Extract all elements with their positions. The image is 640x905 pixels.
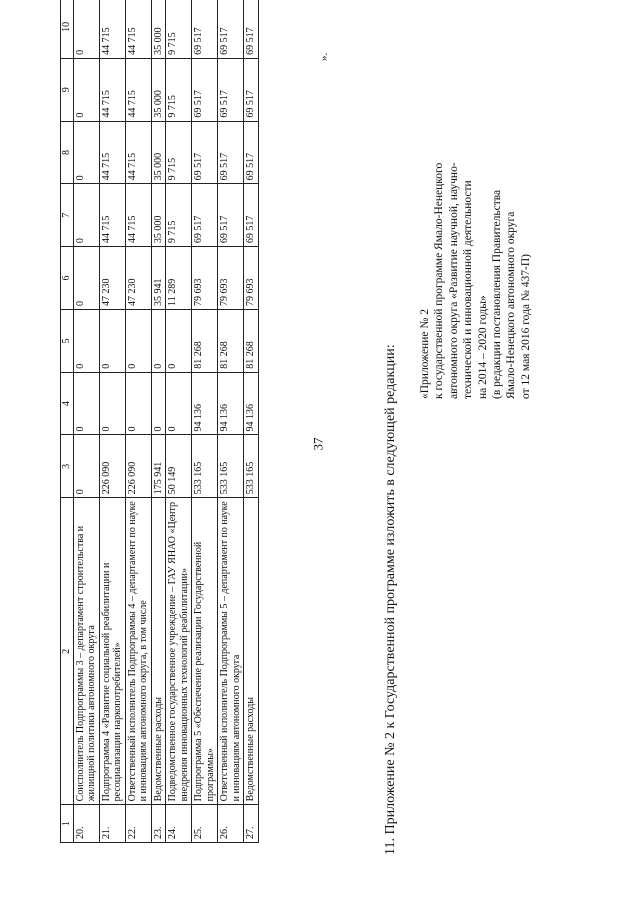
- value-cell: 0: [73, 372, 99, 435]
- value-cell: 0: [73, 435, 99, 498]
- value-cell: 0: [73, 184, 99, 247]
- value-cell: 0: [125, 309, 151, 372]
- value-cell: 94 136: [218, 372, 244, 435]
- row-number: 27.: [244, 805, 259, 843]
- value-cell: 533 165: [244, 435, 259, 498]
- appendix-line: технической и инновационной деятельности: [462, 180, 475, 399]
- value-cell: 0: [125, 372, 151, 435]
- table-row: [99, 0, 125, 843]
- value-cell: 69 517: [218, 0, 244, 58]
- row-name: Ведомственные расходы: [244, 498, 259, 805]
- value-cell: 79 693: [192, 247, 218, 310]
- value-cell: 11 289: [166, 247, 192, 310]
- value-cell: 533 165: [218, 435, 244, 498]
- value-cell: 94 136: [244, 372, 259, 435]
- value-cell: 35 000: [151, 121, 166, 184]
- row-name: Ответственный исполнитель Подпрограммы 4 – департамент по науке и инновациям автономного округа, в том числе: [125, 498, 151, 805]
- value-cell: 0: [151, 309, 166, 372]
- value-cell: 35 941: [151, 247, 166, 310]
- value-cell: 47 230: [125, 247, 151, 310]
- row-number: 20.: [73, 805, 99, 843]
- row-name: Ответственный исполнитель Подпрограммы 5 – департамент по науке и инновациям автономного округа: [218, 498, 244, 805]
- value-cell: 69 517: [244, 58, 259, 121]
- row-name: Подпрограмма 4 «Развитие социальной реабилитации и ресоциализации наркопотребителей»: [99, 498, 125, 805]
- row-number: 25.: [192, 805, 218, 843]
- column-header: 1: [61, 805, 74, 843]
- column-header: 6: [61, 247, 74, 310]
- appendix-heading: [418, 39, 533, 399]
- value-cell: 0: [99, 372, 125, 435]
- column-header: 10: [61, 0, 74, 58]
- table-header-row: [61, 0, 74, 843]
- value-cell: 175 941: [151, 435, 166, 498]
- row-number: 22.: [125, 805, 151, 843]
- value-cell: 9 715: [166, 121, 192, 184]
- value-cell: 0: [73, 121, 99, 184]
- value-cell: 79 693: [244, 247, 259, 310]
- value-cell: 81 268: [218, 309, 244, 372]
- row-number: 26.: [218, 805, 244, 843]
- value-cell: 9 715: [166, 184, 192, 247]
- value-cell: 69 517: [244, 121, 259, 184]
- value-cell: 44 715: [125, 121, 151, 184]
- value-cell: 69 517: [192, 184, 218, 247]
- value-cell: 47 230: [99, 247, 125, 310]
- value-cell: 50 149: [166, 435, 192, 498]
- value-cell: 69 517: [244, 184, 259, 247]
- value-cell: 0: [166, 309, 192, 372]
- appendix-line: Ямало-Ненецкого автономного округа: [505, 211, 518, 399]
- value-cell: 0: [73, 0, 99, 58]
- value-cell: 69 517: [218, 184, 244, 247]
- value-cell: 81 268: [244, 309, 259, 372]
- value-cell: 44 715: [99, 184, 125, 247]
- value-cell: 0: [151, 372, 166, 435]
- value-cell: 35 000: [151, 58, 166, 121]
- row-number: 24.: [166, 805, 192, 843]
- row-name: Подпрограмма 5 «Обеспечение реализации Государственной программы»: [192, 498, 218, 805]
- column-header: 5: [61, 309, 74, 372]
- closing-quote: ».: [318, 52, 330, 61]
- value-cell: 533 165: [192, 435, 218, 498]
- row-name: Ведомственные расходы: [151, 498, 166, 805]
- value-cell: 226 090: [125, 435, 151, 498]
- column-header: 3: [61, 435, 74, 498]
- value-cell: 69 517: [192, 0, 218, 58]
- value-cell: 44 715: [125, 0, 151, 58]
- value-cell: 0: [99, 309, 125, 372]
- value-cell: 79 693: [218, 247, 244, 310]
- value-cell: 35 000: [151, 0, 166, 58]
- row-name: Соисполнитель Подпрограммы 3 – департамент строительства и жилищной политики автономного округа: [73, 498, 99, 805]
- row-name: Подведомственное государственное учреждение – ГАУ ЯНАО «Центр внедрения инновационных технологий реабилитации»: [166, 498, 192, 805]
- table-row: [151, 0, 166, 843]
- appendix-line: автономного округа «Развитие научной, научно-: [447, 162, 460, 399]
- budget-table: [60, 0, 259, 843]
- value-cell: 69 517: [244, 0, 259, 58]
- table-row: [73, 0, 99, 843]
- table-row: [166, 0, 192, 843]
- value-cell: 9 715: [166, 58, 192, 121]
- value-cell: 94 136: [192, 372, 218, 435]
- table-row: [218, 0, 244, 843]
- page-number: 37: [310, 437, 326, 451]
- value-cell: 44 715: [125, 184, 151, 247]
- value-cell: 35 000: [151, 184, 166, 247]
- table-row: [192, 0, 218, 843]
- column-header: 2: [61, 498, 74, 805]
- column-header: 4: [61, 372, 74, 435]
- value-cell: 0: [73, 309, 99, 372]
- appendix-line: «Приложение № 2: [419, 309, 431, 399]
- appendix-line: (в редакции постановления Правительства: [490, 189, 503, 399]
- value-cell: 44 715: [99, 0, 125, 58]
- value-cell: 0: [166, 372, 192, 435]
- value-cell: 69 517: [192, 58, 218, 121]
- row-number: 21.: [99, 805, 125, 843]
- value-cell: 9 715: [166, 0, 192, 58]
- value-cell: 81 268: [192, 309, 218, 372]
- value-cell: 44 715: [99, 58, 125, 121]
- table-row: [125, 0, 151, 843]
- value-cell: 0: [73, 247, 99, 310]
- value-cell: 226 090: [99, 435, 125, 498]
- value-cell: 69 517: [218, 121, 244, 184]
- value-cell: 0: [73, 58, 99, 121]
- value-cell: 44 715: [99, 121, 125, 184]
- appendix-line: к государственной программе Ямало-Ненецкого: [433, 162, 446, 399]
- value-cell: 69 517: [192, 121, 218, 184]
- column-header: 8: [61, 121, 74, 184]
- appendix-line: на 2014 – 2020 годы»: [476, 295, 489, 399]
- row-number: 23.: [151, 805, 166, 843]
- value-cell: 69 517: [218, 58, 244, 121]
- value-cell: 44 715: [125, 58, 151, 121]
- table-row: [244, 0, 259, 843]
- amendment-note: 11. Приложение № 2 к Государственной программе изложить в следующей редакции:: [383, 344, 398, 855]
- appendix-line: от 12 мая 2016 года № 437-П): [519, 254, 532, 399]
- column-header: 7: [61, 184, 74, 247]
- column-header: 9: [61, 58, 74, 121]
